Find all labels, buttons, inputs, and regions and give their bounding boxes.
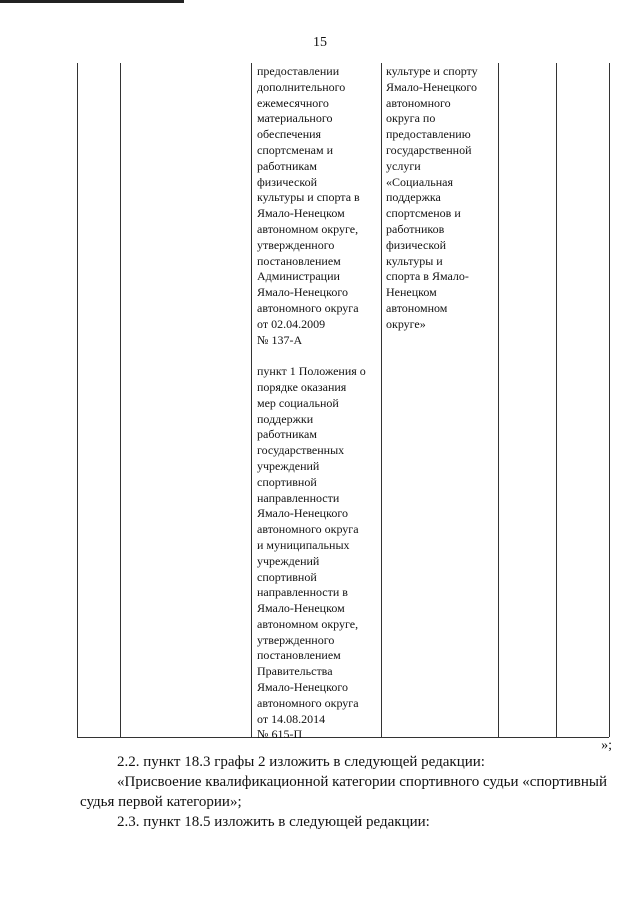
paragraph-quote-line-1: «Присвоение квалификационной категории спортивного судьи «спортивный: [117, 774, 608, 790]
table-divider-1: [120, 63, 121, 737]
table-divider-5: [556, 63, 557, 737]
paragraph-2-3: 2.3. пункт 18.5 изложить в следующей редакции:: [117, 814, 430, 830]
page-number: 15: [313, 35, 327, 50]
paragraph-quote-line-2: судья первой категории»;: [80, 794, 242, 810]
table-divider-4: [498, 63, 499, 737]
paragraph-2-2: 2.2. пункт 18.3 графы 2 изложить в следующей редакции:: [117, 754, 485, 770]
table-border-right: [609, 63, 610, 737]
table-divider-2: [251, 63, 252, 737]
table-border-left: [77, 63, 78, 737]
table-cell-legal-basis: предоставлении дополнительного ежемесячного материального обеспечения спортсменам и работникам физической культуры и спорта в Ямало-Ненецком автономном округе, утвержденного постановлением Администрации Ямало-Ненецкого автономного округа от 02.04.2009 № 137-А пункт 1 Положения о порядке оказания мер социальной поддержки работникам государственных учреждений спортивной направленности Ямало-Ненецкого автономного округа и муниципальных учреждений спортивной направленности в Ямало-Ненецком автономном округе, утвержденного постановлением Правительства Ямало-Ненецкого автономного округа от 14.08.2014 № 615-П: [257, 64, 366, 742]
closing-quote-mark: »;: [601, 738, 612, 753]
table-divider-3: [381, 63, 382, 737]
table-cell-regulation: культуре и спорту Ямало-Ненецкого автономного округа по предоставлению государственной услуги «Социальная поддержка спортсменов и работников физической культуры и спорта в Ямало- Ненецком автономном округе»: [386, 64, 478, 331]
